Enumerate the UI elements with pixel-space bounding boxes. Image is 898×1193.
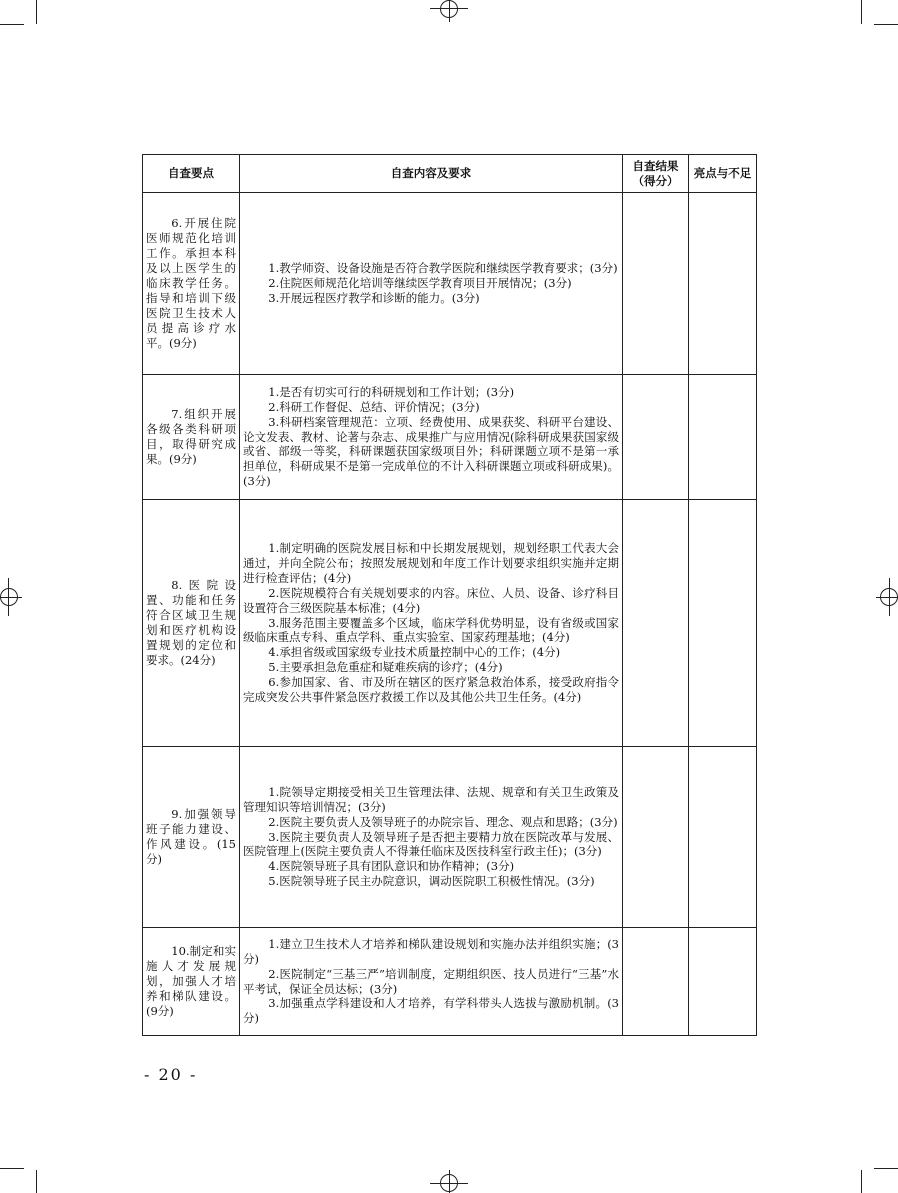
header-inspection-result: 自查结果（得分） — [623, 155, 689, 193]
table-row — [143, 193, 757, 375]
result-cell — [623, 375, 689, 500]
table-row — [143, 928, 757, 1036]
inspection-point: 7.组织开展各级各类科研项目，取得研究成果。(9分) — [143, 375, 240, 500]
table-row — [143, 375, 757, 500]
crop-mark — [36, 0, 37, 24]
requirement-item: 1.是否有切实可行的科研规划和工作计划；(3分) — [268, 384, 515, 399]
registration-target — [0, 597, 22, 598]
result-cell — [623, 500, 689, 747]
self-inspection-table — [142, 154, 757, 1036]
requirement-item: 5.医院领导班子民主办院意识，调动医院职工积极性情况。(3分) — [268, 874, 595, 889]
requirement-item: 1.建立卫生技术人才培养和梯队建设规划和实施办法并组织实施；(3分) — [243, 936, 619, 966]
header-inspection-content: 自查内容及要求 — [240, 155, 623, 193]
requirement-item: 2.医院规模符合有关规划要求的内容。床位、人员、设备、诊疗科目设置符合三级医院基本标准；(4分) — [243, 585, 619, 615]
highlight-cell — [689, 928, 757, 1036]
inspection-content — [240, 193, 623, 375]
requirement-item: 3.开展远程医疗教学和诊断的能力。(3分) — [268, 290, 480, 305]
inspection-point: 10.制定和实施人才发展规划，加强人才培养和梯队建设。(9分) — [143, 928, 240, 1036]
registration-target — [449, 1170, 450, 1193]
registration-target — [876, 597, 898, 598]
registration-target — [430, 8, 468, 9]
highlight-cell — [689, 747, 757, 928]
result-cell — [623, 193, 689, 375]
page-number: - 20 - — [144, 1065, 198, 1084]
requirement-item: 3.科研档案管理规范：立项、经费使用、成果获奖、科研平台建设、论文发表、教材、论著与杂志、成果推广与应用情况(除科研成果获国家级或省、部级一等奖，科研课题获国家级项目外；科研课题立项不是第一承担单位，科研成果不是第一完成单位的不计入科研课题立项或科研成果)。(3分) — [243, 414, 619, 489]
requirement-item: 2.医院制定“三基三严”培训制度，定期组织医、技人员进行“三基”水平考试，保证全员达标；(3分) — [243, 966, 619, 996]
registration-target — [889, 578, 890, 616]
requirement-item: 2.医院主要负责人及领导班子的办院宗旨、理念、观点和思路；(3分) — [268, 814, 618, 829]
highlight-cell — [689, 500, 757, 747]
crop-mark — [874, 1168, 898, 1169]
inspection-content — [240, 375, 623, 500]
requirement-item: 3.医院主要负责人及领导班子是否把主要精力放在医院改革与发展、医院管理上(医院主要负责人不得兼任临床及医技科室行政主任)；(3分) — [243, 829, 619, 859]
table-row — [143, 500, 757, 747]
header-highlights: 亮点与不足 — [689, 155, 757, 193]
requirement-item: 1.教学师资、设备设施是否符合教学医院和继续医学教育要求；(3分) — [268, 261, 618, 276]
requirement-item: 5.主要承担急危重症和疑难疾病的诊疗；(4分) — [268, 660, 503, 675]
requirement-item: 6.参加国家、省、市及所在辖区的医疗紧急救治体系，接受政府指令完成突发公共事件紧急医疗救援工作以及其他公共卫生任务。(4分) — [243, 675, 619, 705]
crop-mark — [36, 1170, 37, 1193]
crop-mark — [0, 1168, 24, 1169]
header-inspection-point: 自查要点 — [143, 155, 240, 193]
result-cell — [623, 928, 689, 1036]
requirement-item: 3.服务范围主要覆盖多个区域，临床学科优势明显，设有省级或国家级临床重点专科、重点学科、重点实验室、国家药理基地；(4分) — [243, 615, 619, 645]
requirement-item: 1.制定明确的医院发展目标和中长期发展规划，规划经职工代表大会通过，并向全院公布；按照发展规划和年度工作计划要求组织实施并定期进行检查评估；(4分) — [243, 541, 619, 585]
requirement-item: 2.科研工作督促、总结、评价情况；(3分) — [268, 399, 480, 414]
registration-target — [449, 0, 450, 22]
requirement-item: 3.加强重点学科建设和人才培养，有学科带头人选拔与激励机制。(3分) — [243, 996, 619, 1026]
crop-mark — [861, 0, 862, 24]
requirement-item: 2.住院医师规范化培训等继续医学教育项目开展情况；(3分) — [268, 276, 572, 291]
inspection-content — [240, 928, 623, 1036]
header-row — [143, 155, 757, 193]
result-cell — [623, 747, 689, 928]
crop-mark — [0, 24, 24, 25]
crop-mark — [874, 24, 898, 25]
registration-target — [8, 578, 9, 616]
highlight-cell — [689, 375, 757, 500]
registration-target — [430, 1183, 468, 1184]
inspection-content — [240, 747, 623, 928]
table-row — [143, 747, 757, 928]
crop-mark — [861, 1170, 862, 1193]
inspection-point: 8.医院设置、功能和任务符合区域卫生规划和医疗机构设置规划的定位和要求。(24分) — [143, 500, 240, 747]
requirement-item: 4.医院领导班子具有团队意识和协作精神；(3分) — [268, 859, 515, 874]
requirement-item: 4.承担省级或国家级专业技术质量控制中心的工作；(4分) — [268, 645, 561, 660]
inspection-point: 6.开展住院医师规范化培训工作。承担本科及以上医学生的临床教学任务。指导和培训下级医院卫生技术人员提高诊疗水平。(9分) — [143, 193, 240, 375]
highlight-cell — [689, 193, 757, 375]
inspection-content — [240, 500, 623, 747]
requirement-item: 1.院领导定期接受相关卫生管理法律、法规、规章和有关卫生政策及管理知识等培训情况；(3分) — [243, 784, 619, 814]
inspection-point: 9.加强领导班子能力建设、作风建设。(15分) — [143, 747, 240, 928]
